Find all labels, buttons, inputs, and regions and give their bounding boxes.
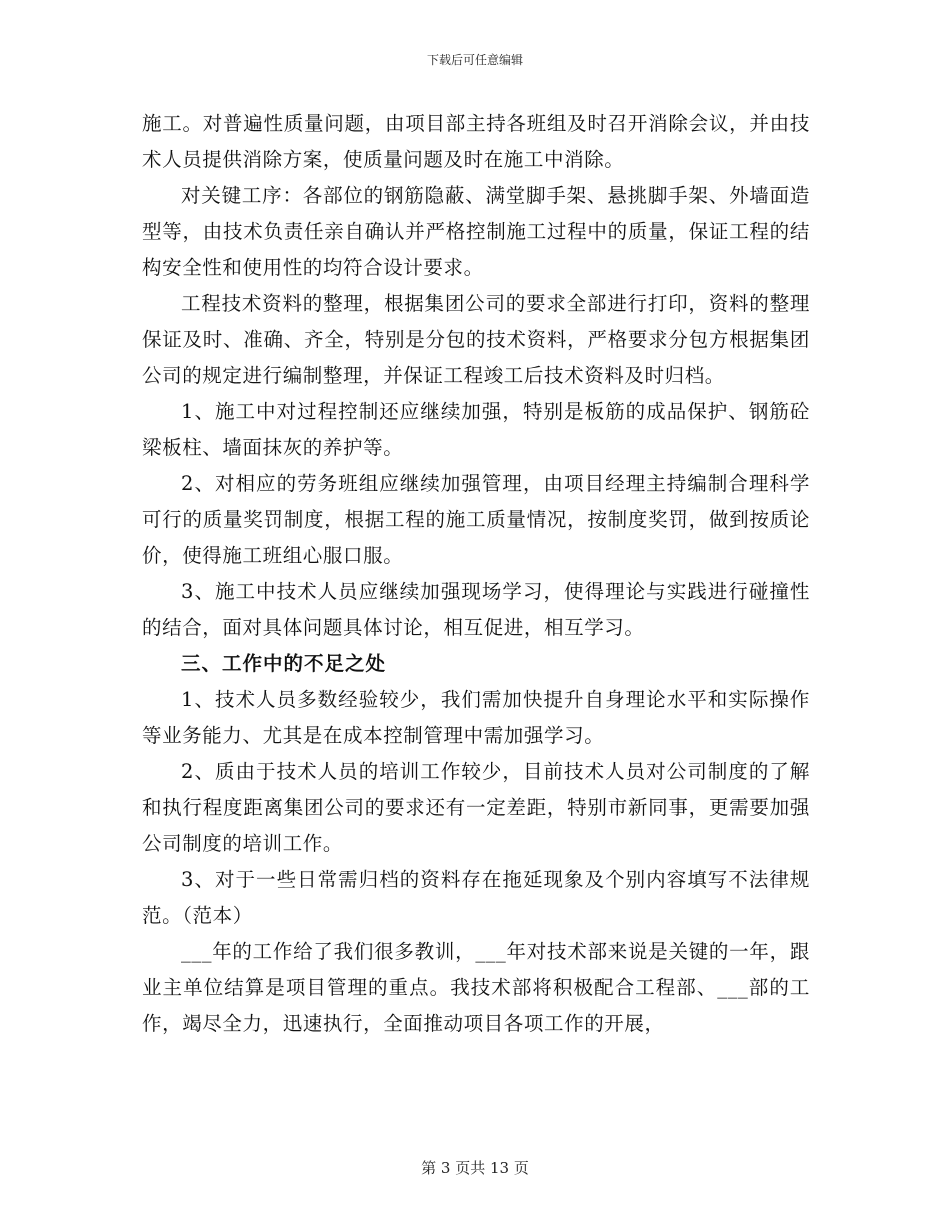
document-body: [142, 106, 810, 1042]
page-footer: 第 3 页共 13 页: [421, 1159, 529, 1177]
paragraph-shortcoming-2: 2、质由于技术人员的培训工作较少，目前技术人员对公司制度的了解和执行程度距离集团公司的要求还有一定差距，特别市新同事，更需要加强公司制度的培训工作。: [142, 760, 810, 855]
paragraph-technical-documents: 工程技术资料的整理，根据集团公司的要求全部进行打印，资料的整理保证及时、准确、齐全，特别是分包的技术资料，严格要求分包方根据集团公司的规定进行编制整理，并保证工程竣工后技术资料及时归档。: [142, 292, 810, 387]
paragraph-item-3: 3、施工中技术人员应继续加强现场学习，使得理论与实践进行碰撞性的结合，面对具体问题具体讨论，相互促进，相互学习。: [142, 580, 810, 639]
paragraph-continuation: 施工。对普遍性质量问题，由项目部主持各班组及时召开消除会议，并由技术人员提供消除方案，使质量问题及时在施工中消除。: [142, 112, 810, 171]
paragraph-outlook: ___年的工作给了我们很多教训，___年对技术部来说是关键的一年，跟业主单位结算是项目管理的重点。我技术部将积极配合工程部、___部的工作，竭尽全力，迅速执行，全面推动项目各项工作的开展，: [142, 940, 810, 1035]
paragraph-shortcoming-1: 1、技术人员多数经验较少，我们需加快提升自身理论水平和实际操作等业务能力、尤其是在成本控制管理中需加强学习。: [142, 688, 810, 747]
page-header: 下载后可任意编辑: [426, 53, 523, 67]
section-heading-shortcomings: 三、工作中的不足之处: [181, 652, 387, 675]
paragraph-item-1: 1、施工中对过程控制还应继续加强，特别是板筋的成品保护、钢筋砼梁板柱、墙面抹灰的养护等。: [142, 400, 810, 459]
paragraph-shortcoming-3: 3、对于一些日常需归档的资料存在拖延现象及个别内容填写不法律规范。（范本）: [142, 868, 810, 927]
paragraph-item-2: 2、对相应的劳务班组应继续加强管理，由项目经理主持编制合理科学可行的质量奖罚制度，根据工程的施工质量情况，按制度奖罚，做到按质论价，使得施工班组心服口服。: [142, 472, 810, 567]
paragraph-key-processes: 对关键工序：各部位的钢筋隐蔽、满堂脚手架、悬挑脚手架、外墙面造型等，由技术负责任亲自确认并严格控制施工过程中的质量，保证工程的结构安全性和使用性的均符合设计要求。: [142, 184, 810, 279]
